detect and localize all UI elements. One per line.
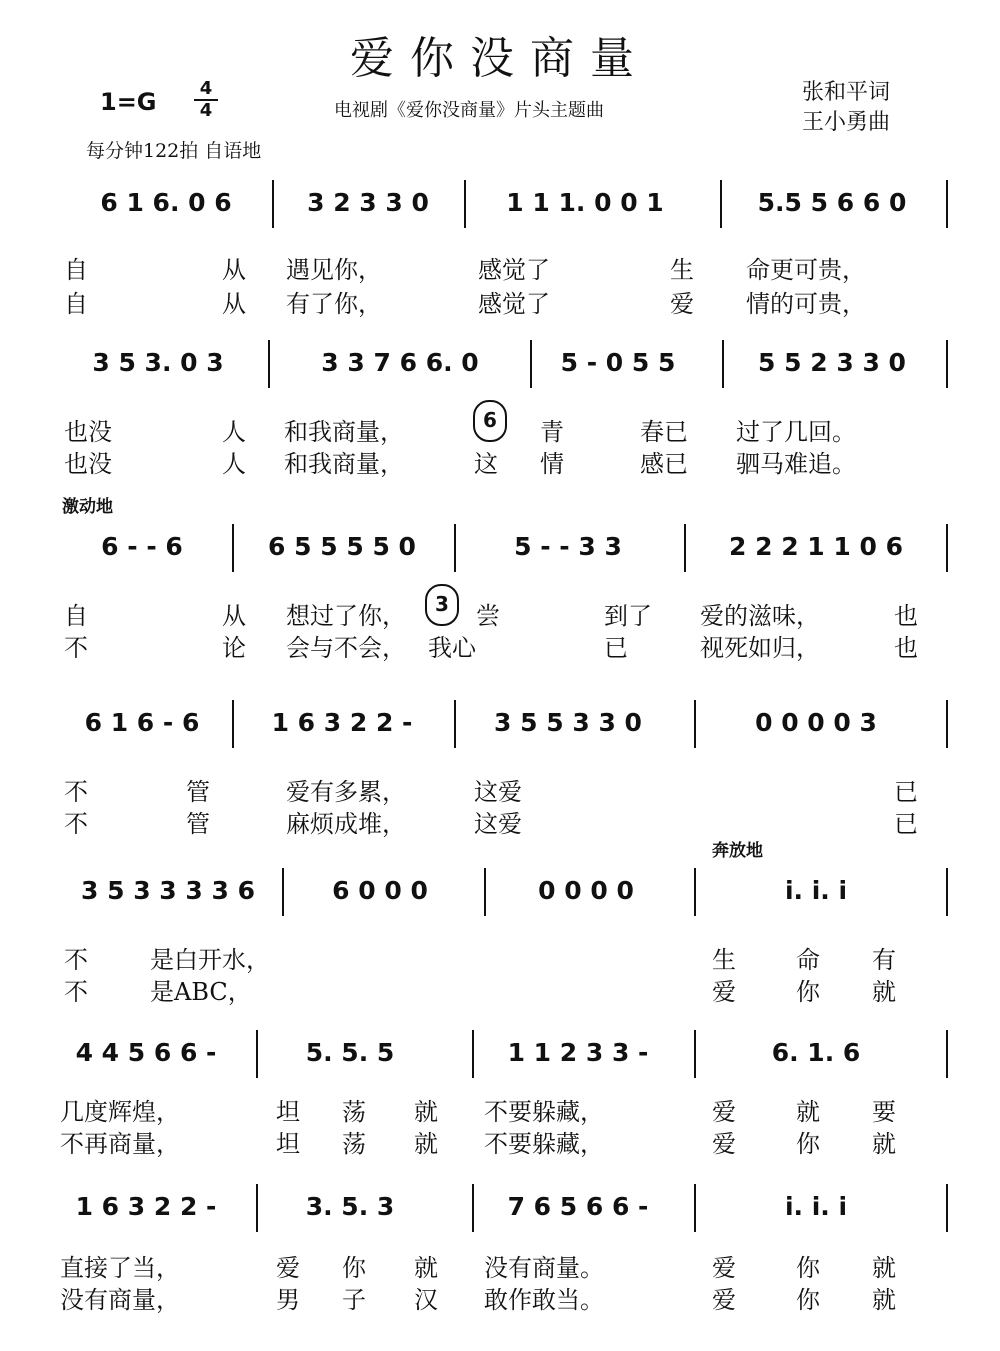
barline [946,1184,948,1232]
measure: 3 2 3 3 0 [307,188,429,217]
measure: 5.5 5 6 6 0 [757,188,907,217]
measure: 1 6 3 2 2 - [271,708,413,737]
lyric: 尝 [476,602,500,630]
lyric: 你 [796,1286,820,1314]
barline [694,1184,696,1232]
lyric: 子 [342,1286,366,1314]
barline [454,700,456,748]
lyric: 已 [604,634,628,662]
lyric: 爱 [712,1098,736,1126]
lyric: 和我商量， [284,418,404,446]
lyric: 感已 [640,450,688,478]
lyric: 没有商量。 [484,1254,604,1282]
barline [282,868,284,916]
measure: 6 0 0 0 [332,876,428,905]
lyric: 春已 [640,418,688,446]
notation-line [60,180,950,230]
measure: i. i. i [784,876,848,905]
notation-line [60,700,950,750]
lyric: 管 [186,778,210,806]
lyric: 就 [872,1254,896,1282]
lyric: 情 [540,450,564,478]
barline [232,524,234,572]
lyric: 也 [894,634,918,662]
lyric: 已 [894,810,918,838]
lyric: 不要躲藏， [484,1098,604,1126]
lyric: 这 [474,450,498,478]
lyric-line-2 [60,1280,950,1314]
lyric: 情的可贵， [746,290,866,318]
barline [256,1030,258,1078]
lyric: 不 [64,634,88,662]
lyric: 爱 [712,1286,736,1314]
lyric: 就 [414,1098,438,1126]
lyric: 这爱 [474,810,522,838]
subtitle: 电视剧《爱你没商量》片头主题曲 [334,100,604,121]
lyric: 驷马难追。 [736,450,856,478]
barline [484,868,486,916]
notation-line [60,868,950,918]
barline [454,524,456,572]
measure: 3 3 7 6 6. 0 [321,348,479,377]
measure: 0 0 0 0 [538,876,634,905]
lyric: 荡 [342,1130,366,1158]
lyric: 论 [222,634,246,662]
lyric: 青 [540,418,564,446]
barline [256,1184,258,1232]
lyric: 命更可贵， [746,256,866,284]
measure: 0 0 0 0 3 [755,708,877,737]
expression-mark: 奔放地 [712,841,763,861]
measure: 1 1 1. 0 0 1 [506,188,664,217]
barline [946,524,948,572]
measure: 3. 5. 3 [305,1192,395,1221]
barline [472,1184,474,1232]
lyric: 要 [872,1098,896,1126]
lyric: 是白开水， [150,946,270,974]
lyric: 敢作敢当。 [484,1286,604,1314]
lyric: 视死如归， [700,634,820,662]
lyric: 从 [222,256,246,284]
lyric: 爱 [712,978,736,1006]
measure: 5 - - 3 3 [514,532,622,561]
lyric: 你 [796,1130,820,1158]
lyric: 从 [222,290,246,318]
notation-line [60,340,950,390]
expression-mark: 激动地 [62,497,113,517]
lyric: 有 [872,946,896,974]
lyric: 男 [276,1286,300,1314]
lyric: 就 [872,1286,896,1314]
lyric: 人 [222,450,246,478]
lyric: 坦 [276,1130,300,1158]
lyric-line-2 [60,1124,950,1158]
lyric: 从 [222,602,246,630]
lyric-line-2 [60,284,950,318]
measure: 5 - 0 5 5 [560,348,676,377]
measure: 6 - - 6 [101,532,183,561]
lyric: 没有商量， [60,1286,180,1314]
notation-line [60,524,950,574]
lyric-line-2 [60,444,950,478]
lyric: 爱的滋味， [700,602,820,630]
lyric: 感觉了 [478,290,550,318]
lyric: 不 [64,946,88,974]
lyric: 想过了你， [286,602,406,630]
measure: 4 4 5 6 6 - [75,1038,217,1067]
barline [720,180,722,228]
lyric: 汉 [414,1286,438,1314]
measure: 1 1 2 3 3 - [507,1038,649,1067]
circled-number: 3 [425,584,459,626]
lyric: 到了 [604,602,652,630]
lyric: 爱 [712,1130,736,1158]
lyric: 就 [872,978,896,1006]
lyric: 是ABC， [150,978,252,1006]
lyric: 人 [222,418,246,446]
barline [472,1030,474,1078]
barline [464,180,466,228]
composer: 王小勇曲 [802,110,891,135]
lyric: 直接了当， [60,1254,180,1282]
lyric: 也没 [64,450,112,478]
barline [694,700,696,748]
lyric: 自 [64,602,88,630]
measure: 6. 1. 6 [771,1038,861,1067]
time-signature-bottom: 4 [199,100,213,121]
barline [272,180,274,228]
measure: 6 1 6 - 6 [84,708,200,737]
lyric-line-1 [60,1092,950,1126]
barline [946,868,948,916]
lyric: 就 [414,1254,438,1282]
measure: 3 5 3. 0 3 [92,348,224,377]
lyric: 你 [796,1254,820,1282]
key-signature: 1=G [100,88,157,116]
lyric: 不 [64,978,88,1006]
lyric: 生 [712,946,736,974]
lyric: 也没 [64,418,112,446]
lyric: 就 [796,1098,820,1126]
barline [946,340,948,388]
barline [694,868,696,916]
lyric: 几度辉煌， [60,1098,180,1126]
lyric: 生 [670,256,694,284]
lyric: 麻烦成堆， [286,810,406,838]
lyric: 感觉了 [478,256,550,284]
lyric: 和我商量， [284,450,404,478]
lyric-line-2 [60,628,950,662]
lyric: 爱 [670,290,694,318]
measure: 6 1 6. 0 6 [100,188,232,217]
lyricist: 张和平词 [802,80,891,105]
measure: 5. 5. 5 [305,1038,395,1067]
lyric-line-2 [60,972,950,1006]
time-signature-top: 4 [199,78,213,99]
lyric: 不再商量， [60,1130,180,1158]
lyric: 已 [894,778,918,806]
lyric-line-1 [60,250,950,284]
notation-line [60,1030,950,1080]
lyric: 就 [414,1130,438,1158]
lyric: 有了你， [286,290,382,318]
song-title: 爱你没商量 [350,33,650,84]
barline [722,340,724,388]
credits [802,78,890,138]
lyric: 坦 [276,1098,300,1126]
lyric: 不 [64,778,88,806]
lyric: 遇见你， [286,256,382,284]
lyric-line-2 [60,804,950,838]
lyric-line-1 [60,412,950,446]
measure: 6 5 5 5 5 0 [268,532,416,561]
lyric: 管 [186,810,210,838]
lyric: 不 [64,810,88,838]
measure: 7 6 5 6 6 - [507,1192,649,1221]
lyric: 命 [796,946,820,974]
barline [684,524,686,572]
lyric: 会与不会， [286,634,406,662]
circled-number: 6 [473,400,507,442]
measure: 3 5 3 3 3 3 6 [81,876,255,905]
measure: i. i. i [784,1192,848,1221]
lyric-line-1 [60,1248,950,1282]
barline [268,340,270,388]
lyric: 我心 [428,634,476,662]
lyric-line-1 [60,940,950,974]
lyric: 不要躲藏， [484,1130,604,1158]
lyric: 也 [894,602,918,630]
barline [694,1030,696,1078]
lyric: 这爱 [474,778,522,806]
time-signature [194,80,218,120]
lyric: 过了几回。 [736,418,856,446]
lyric: 爱 [276,1254,300,1282]
measure: 1 6 3 2 2 - [75,1192,217,1221]
lyric: 爱有多累， [286,778,406,806]
measure: 2 2 2 1 1 0 6 [729,532,903,561]
notation-line [60,1184,950,1234]
lyric: 自 [64,256,88,284]
lyric: 荡 [342,1098,366,1126]
barline [530,340,532,388]
tempo-marking: 每分钟122拍 自语地 [86,140,262,162]
lyric: 爱 [712,1254,736,1282]
barline [946,700,948,748]
lyric: 你 [342,1254,366,1282]
lyric: 自 [64,290,88,318]
lyric: 你 [796,978,820,1006]
barline [946,180,948,228]
lyric-line-1 [60,596,950,630]
lyric: 就 [872,1130,896,1158]
measure: 5 5 2 3 3 0 [758,348,906,377]
barline [946,1030,948,1078]
lyric-line-1 [60,772,950,806]
barline [232,700,234,748]
measure: 3 5 5 3 3 0 [494,708,642,737]
